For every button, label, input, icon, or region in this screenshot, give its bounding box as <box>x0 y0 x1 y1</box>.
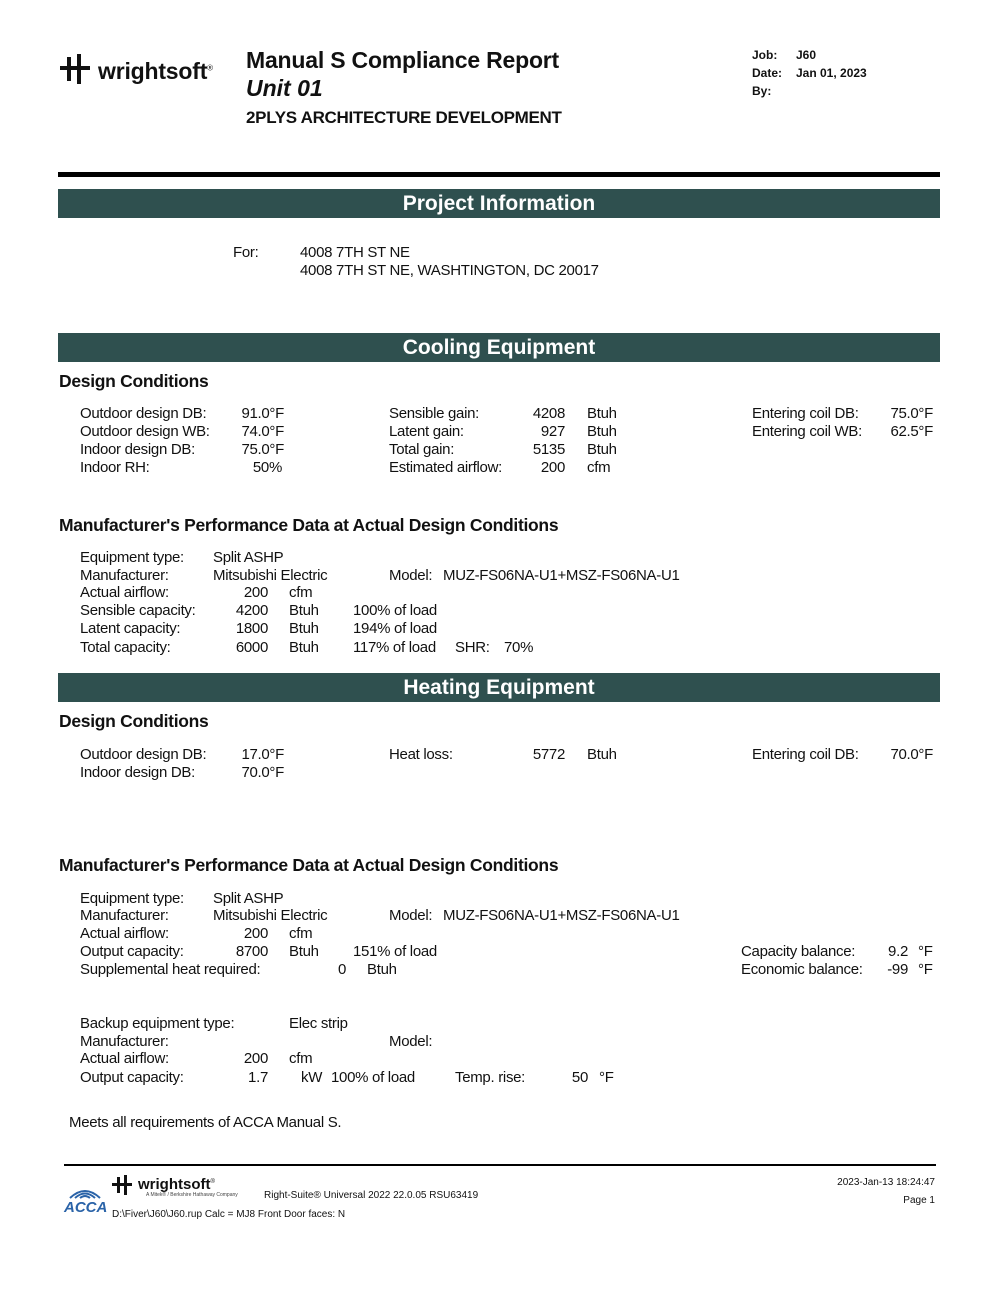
total-capacity-label: Total capacity: <box>80 639 171 656</box>
cooling-manufacturer-value: Mitsubishi Electric <box>213 567 328 584</box>
cooling-indoor-rh-label: Indoor RH: <box>80 459 150 476</box>
cooling-actual-airflow-label: Actual airflow: <box>80 584 169 601</box>
total-capacity-percent: 117% of load <box>353 639 436 656</box>
cooling-manufacturer-label: Manufacturer: <box>80 567 169 584</box>
heating-model-label: Model: <box>389 907 433 924</box>
heating-output-capacity-percent: 151% of load <box>353 943 437 960</box>
heating-equipment-type-value: Split ASHP <box>213 890 284 907</box>
project-address-line1: 4008 7TH ST NE <box>300 244 410 261</box>
economic-balance-value: -99 <box>887 961 908 978</box>
backup-output-capacity-percent: 100% of load <box>331 1069 415 1086</box>
report-title: Manual S Compliance Report <box>246 47 560 73</box>
job-label: Job: <box>752 48 778 62</box>
cooling-actual-airflow-value: 200 <box>243 584 268 601</box>
cooling-actual-airflow-unit: cfm <box>289 584 313 601</box>
by-label: By: <box>752 84 772 98</box>
heating-equipment-type-label: Equipment type: <box>80 890 184 907</box>
cooling-equipment-type-label: Equipment type: <box>80 549 184 566</box>
for-label: For: <box>233 244 259 261</box>
latent-capacity-unit: Btuh <box>289 620 319 637</box>
backup-output-capacity-unit: kW <box>301 1069 323 1086</box>
latent-gain-label: Latent gain: <box>389 423 464 440</box>
company-name: 2PLYS ARCHITECTURE DEVELOPMENT <box>246 108 562 127</box>
project-address-line2: 4008 7TH ST NE, WASHTINGTON, DC 20017 <box>300 262 599 279</box>
temp-rise-label: Temp. rise: <box>455 1069 526 1086</box>
entering-coil-wb-label: Entering coil WB: <box>752 423 862 440</box>
sensible-gain-label: Sensible gain: <box>389 405 480 422</box>
heating-manufacturer-label: Manufacturer: <box>80 907 169 924</box>
footer-timestamp: 2023-Jan-13 18:24:47 <box>837 1177 935 1188</box>
footer-tagline: A Mitek® / Berkshire Hathaway Company <box>146 1192 238 1198</box>
job-value: J60 <box>796 48 817 62</box>
cooling-outdoor-db-value: 91.0°F <box>241 405 284 422</box>
cooling-equipment-type-value: Split ASHP <box>213 549 284 566</box>
report-subtitle: Unit 01 <box>246 75 323 101</box>
capacity-balance-label: Capacity balance: <box>741 943 856 960</box>
heating-actual-airflow-label: Actual airflow: <box>80 925 169 942</box>
entering-coil-wb-value: 62.5°F <box>890 423 933 440</box>
heating-model-value: MUZ-FS06NA-U1+MSZ-FS06NA-U1 <box>443 907 680 924</box>
project-information-band: Project Information <box>58 189 940 218</box>
shr-label: SHR: <box>455 639 490 656</box>
heat-loss-unit: Btuh <box>587 746 617 763</box>
wrightsoft-logo-icon <box>60 54 90 84</box>
footer-divider <box>64 1164 936 1166</box>
date-value: Jan 01, 2023 <box>796 66 867 80</box>
economic-balance-label: Economic balance: <box>741 961 863 978</box>
heating-output-capacity-unit: Btuh <box>289 943 319 960</box>
total-gain-label: Total gain: <box>389 441 455 458</box>
acca-logo-icon <box>64 1184 106 1200</box>
heating-indoor-db-label: Indoor design DB: <box>80 764 195 781</box>
sensible-gain-value: 4208 <box>532 405 565 422</box>
footer-brand <box>138 1176 215 1193</box>
economic-balance-unit: °F <box>918 961 933 978</box>
heating-entering-coil-db-label: Entering coil DB: <box>752 746 859 763</box>
backup-actual-airflow-label: Actual airflow: <box>80 1050 169 1067</box>
cooling-design-conditions-heading: Design Conditions <box>59 371 209 391</box>
backup-equipment-type-value: Elec strip <box>289 1015 348 1032</box>
cooling-equipment-band: Cooling Equipment <box>58 333 940 362</box>
cooling-entering-coil-db-value: 75.0°F <box>890 405 933 422</box>
backup-output-capacity-value: 1.7 <box>248 1069 268 1086</box>
footer-brand-registered-mark: ® <box>210 1179 215 1185</box>
cooling-outdoor-wb-value: 74.0°F <box>241 423 284 440</box>
heating-entering-coil-db-value: 70.0°F <box>890 746 933 763</box>
total-gain-value: 5135 <box>532 441 565 458</box>
cooling-model-value: MUZ-FS06NA-U1+MSZ-FS06NA-U1 <box>443 567 680 584</box>
total-capacity-value: 6000 <box>235 639 268 656</box>
heat-loss-label: Heat loss: <box>389 746 453 763</box>
heating-actual-airflow-value: 200 <box>243 925 268 942</box>
total-gain-unit: Btuh <box>587 441 617 458</box>
brand-name: wrightsoft <box>98 58 208 84</box>
capacity-balance-unit: °F <box>918 943 933 960</box>
temp-rise-value: 50 <box>571 1069 588 1086</box>
latent-gain-unit: Btuh <box>587 423 617 440</box>
supplemental-heat-value: 0 <box>337 961 346 978</box>
footer-page-number: Page 1 <box>903 1195 935 1206</box>
footer-software-version: Right-Suite® Universal 2022 22.0.05 RSU63419 <box>264 1190 479 1201</box>
date-label: Date: <box>752 66 783 80</box>
sensible-capacity-percent: 100% of load <box>353 602 437 619</box>
brand-logo-text <box>98 58 213 85</box>
cooling-model-label: Model: <box>389 567 433 584</box>
backup-actual-airflow-unit: cfm <box>289 1050 313 1067</box>
supplemental-heat-label: Supplemental heat required: <box>80 961 261 978</box>
heat-loss-value: 5772 <box>532 746 565 763</box>
heating-outdoor-db-label: Outdoor design DB: <box>80 746 207 763</box>
sensible-capacity-label: Sensible capacity: <box>80 602 196 619</box>
backup-equipment-type-label: Backup equipment type: <box>80 1015 235 1032</box>
supplemental-heat-unit: Btuh <box>367 961 397 978</box>
heating-actual-airflow-unit: cfm <box>289 925 313 942</box>
cooling-outdoor-wb-label: Outdoor design WB: <box>80 423 210 440</box>
cooling-outdoor-db-label: Outdoor design DB: <box>80 405 207 422</box>
heating-indoor-db-value: 70.0°F <box>241 764 284 781</box>
sensible-capacity-unit: Btuh <box>289 602 319 619</box>
cooling-performance-heading: Manufacturer's Performance Data at Actual Design Conditions <box>59 515 559 535</box>
backup-output-capacity-label: Output capacity: <box>80 1069 184 1086</box>
sensible-capacity-value: 4200 <box>235 602 268 619</box>
sensible-gain-unit: Btuh <box>587 405 617 422</box>
backup-manufacturer-label: Manufacturer: <box>80 1033 169 1050</box>
estimated-airflow-unit: cfm <box>587 459 611 476</box>
estimated-airflow-label: Estimated airflow: <box>389 459 502 476</box>
latent-gain-value: 927 <box>540 423 565 440</box>
cooling-indoor-db-label: Indoor design DB: <box>80 441 195 458</box>
latent-capacity-percent: 194% of load <box>353 620 437 637</box>
cooling-indoor-rh-value: 50% <box>252 459 282 476</box>
capacity-balance-value: 9.2 <box>888 943 908 960</box>
latent-capacity-label: Latent capacity: <box>80 620 181 637</box>
backup-model-label: Model: <box>389 1033 433 1050</box>
footer-file-info: D:\Fiver\J60\J60.rup Calc = MJ8 Front Door faces: N <box>112 1209 346 1220</box>
shr-value: 70% <box>504 639 534 656</box>
heating-outdoor-db-value: 17.0°F <box>241 746 284 763</box>
cooling-indoor-db-value: 75.0°F <box>241 441 284 458</box>
footer-wrightsoft-logo-icon <box>112 1175 132 1195</box>
compliance-note: Meets all requirements of ACCA Manual S. <box>69 1114 342 1131</box>
heating-performance-heading: Manufacturer's Performance Data at Actual Design Conditions <box>59 855 559 875</box>
heating-output-capacity-value: 8700 <box>235 943 268 960</box>
latent-capacity-value: 1800 <box>235 620 268 637</box>
heating-output-capacity-label: Output capacity: <box>80 943 184 960</box>
brand-registered-mark: ® <box>207 63 213 73</box>
header-divider <box>58 172 940 177</box>
heating-equipment-band: Heating Equipment <box>58 673 940 702</box>
acca-logo-text: ACCA <box>64 1199 108 1216</box>
backup-actual-airflow-value: 200 <box>243 1050 268 1067</box>
estimated-airflow-value: 200 <box>540 459 565 476</box>
heating-design-conditions-heading: Design Conditions <box>59 711 209 731</box>
footer-brand-name: wrightsoft <box>138 1176 211 1193</box>
cooling-entering-coil-db-label: Entering coil DB: <box>752 405 859 422</box>
total-capacity-unit: Btuh <box>289 639 319 656</box>
heating-manufacturer-value: Mitsubishi Electric <box>213 907 328 924</box>
temp-rise-unit: °F <box>599 1069 614 1086</box>
